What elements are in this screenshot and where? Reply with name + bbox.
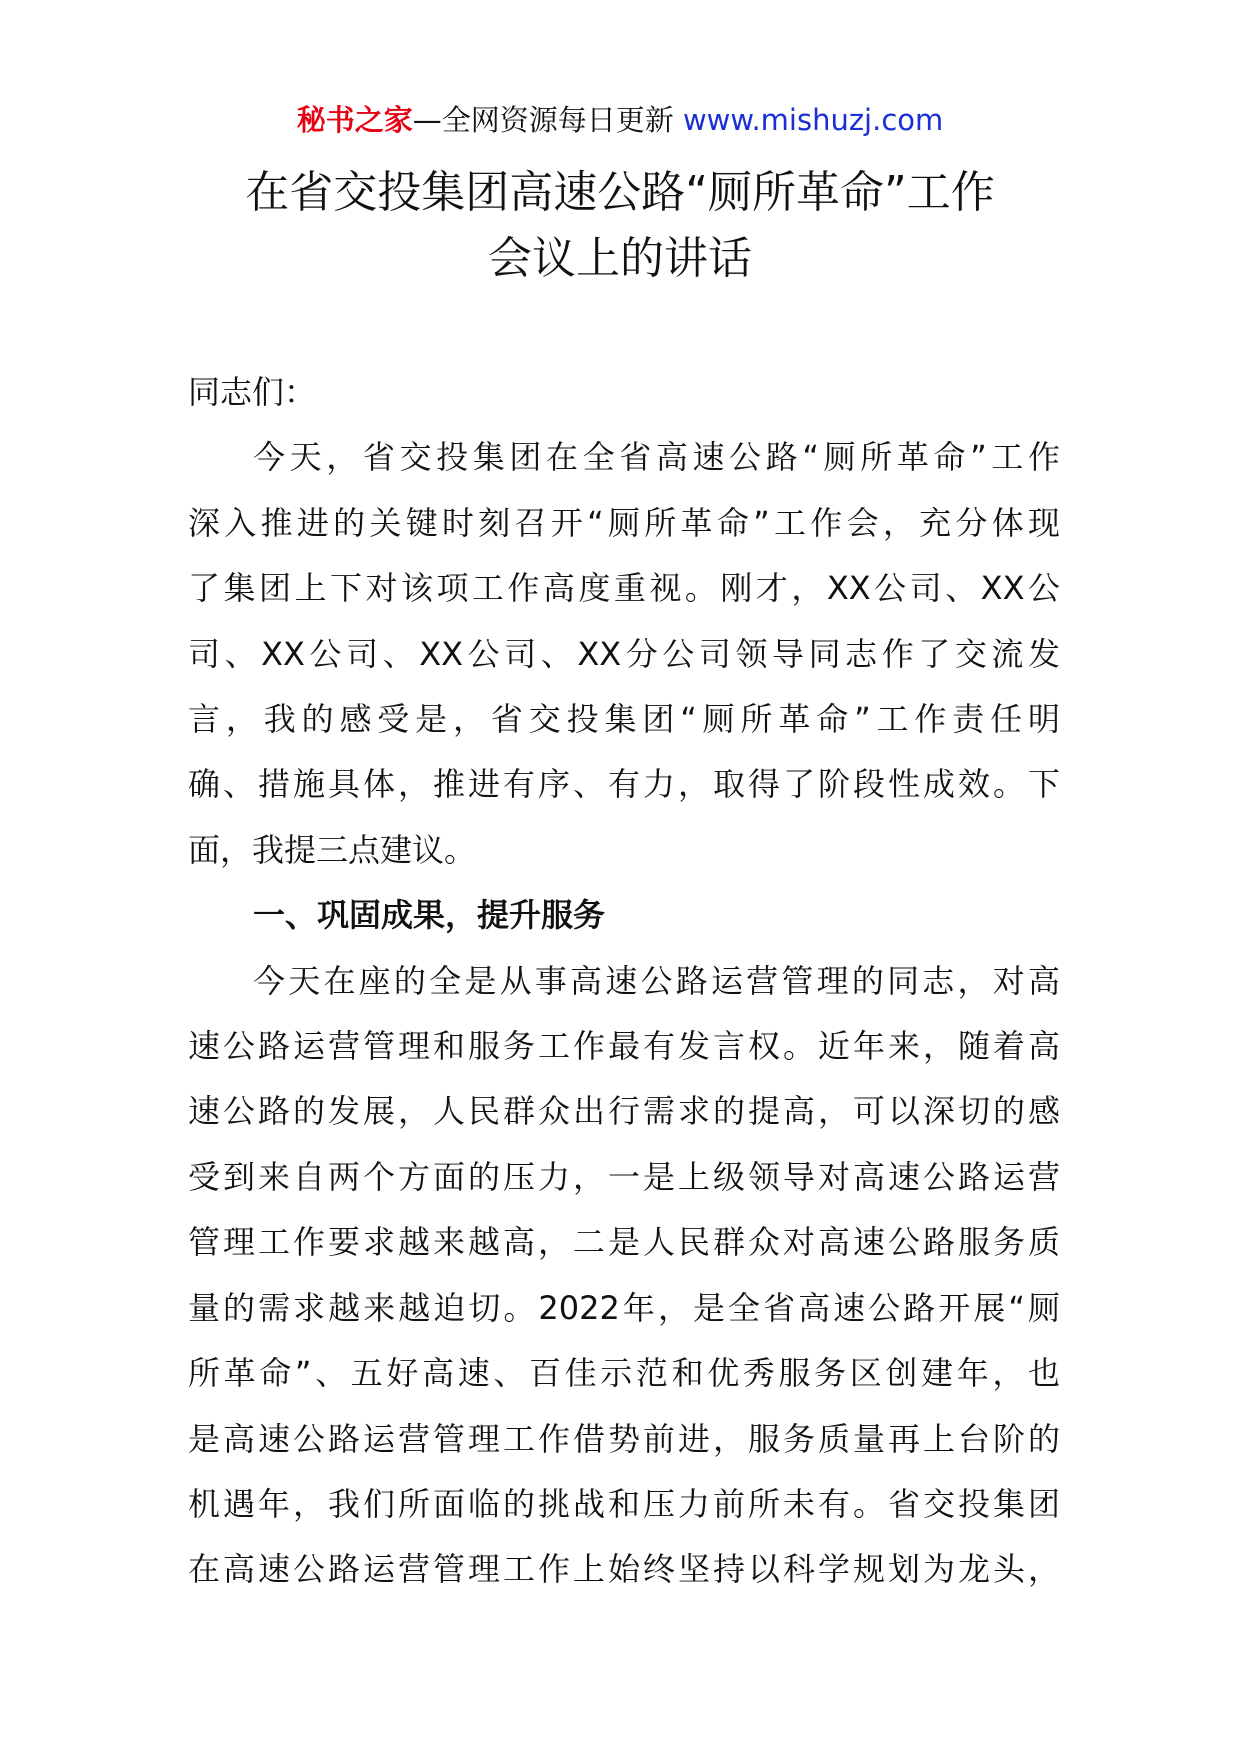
title-line-2: 会议上的讲话 — [488, 233, 752, 284]
paragraph-line: 面，我提三点建议。 — [188, 830, 477, 869]
paragraph-line: 今天在座的全是从事高速公路运营管理的同志，对高 — [253, 961, 1060, 1000]
paragraph-line: 管理工作要求越来越高，二是人民群众对高速公路服务质 — [188, 1223, 1060, 1262]
paragraph-intro — [188, 425, 1060, 883]
paragraph-line: 司、XX公司、XX公司、XX分公司领导同志作了交流发 — [188, 634, 1060, 673]
document-title — [160, 160, 1080, 292]
paragraph-section-1 — [188, 949, 1060, 1603]
paragraph-line: 了集团上下对该项工作高度重视。刚才，XX公司、XX公 — [188, 569, 1060, 608]
document-body — [188, 360, 1060, 1603]
title-line-1: 在省交投集团高速公路“厕所革命”工作 — [245, 167, 995, 218]
site-url-link[interactable]: www.mishuzj.com — [682, 103, 944, 137]
paragraph-line: 速公路的发展，人民群众出行需求的提高，可以深切的感 — [188, 1092, 1060, 1131]
paragraph-line: 今天，省交投集团在全省高速公路“厕所革命”工作 — [253, 438, 1060, 477]
paragraph-line: 在高速公路运营管理工作上始终坚持以科学规划为龙头， — [188, 1550, 1060, 1589]
section-heading-paragraph — [188, 883, 1060, 948]
paragraph-line: 是高速公路运营管理工作借势前进，服务质量再上台阶的 — [188, 1419, 1060, 1458]
paragraph-line: 速公路运营管理和服务工作最有发言权。近年来，随着高 — [188, 1027, 1060, 1066]
salutation-paragraph — [188, 360, 1060, 425]
section-heading: 一、巩固成果，提升服务 — [253, 896, 606, 935]
paragraph-line: 深入推进的关键时刻召开“厕所革命”工作会，充分体现 — [188, 503, 1060, 542]
paragraph-line: 言，我的感受是，省交投集团“厕所革命”工作责任明 — [188, 700, 1060, 739]
salutation: 同志们： — [188, 373, 317, 411]
brand-name: 秘书之家 — [296, 103, 413, 137]
header-tagline: —全网资源每日更新 — [412, 103, 674, 137]
paragraph-line: 受到来自两个方面的压力，一是上级领导对高速公路运营 — [188, 1157, 1060, 1196]
paragraph-line: 量的需求越来越迫切。2022年，是全省高速公路开展“厕 — [188, 1288, 1060, 1327]
paragraph-line: 确、措施具体，推进有序、有力，取得了阶段性成效。下 — [188, 765, 1060, 804]
paragraph-line: 所革命”、五好高速、百佳示范和优秀服务区创建年，也 — [188, 1354, 1060, 1393]
paragraph-line: 机遇年，我们所面临的挑战和压力前所未有。省交投集团 — [188, 1484, 1060, 1523]
site-header — [0, 100, 1240, 140]
